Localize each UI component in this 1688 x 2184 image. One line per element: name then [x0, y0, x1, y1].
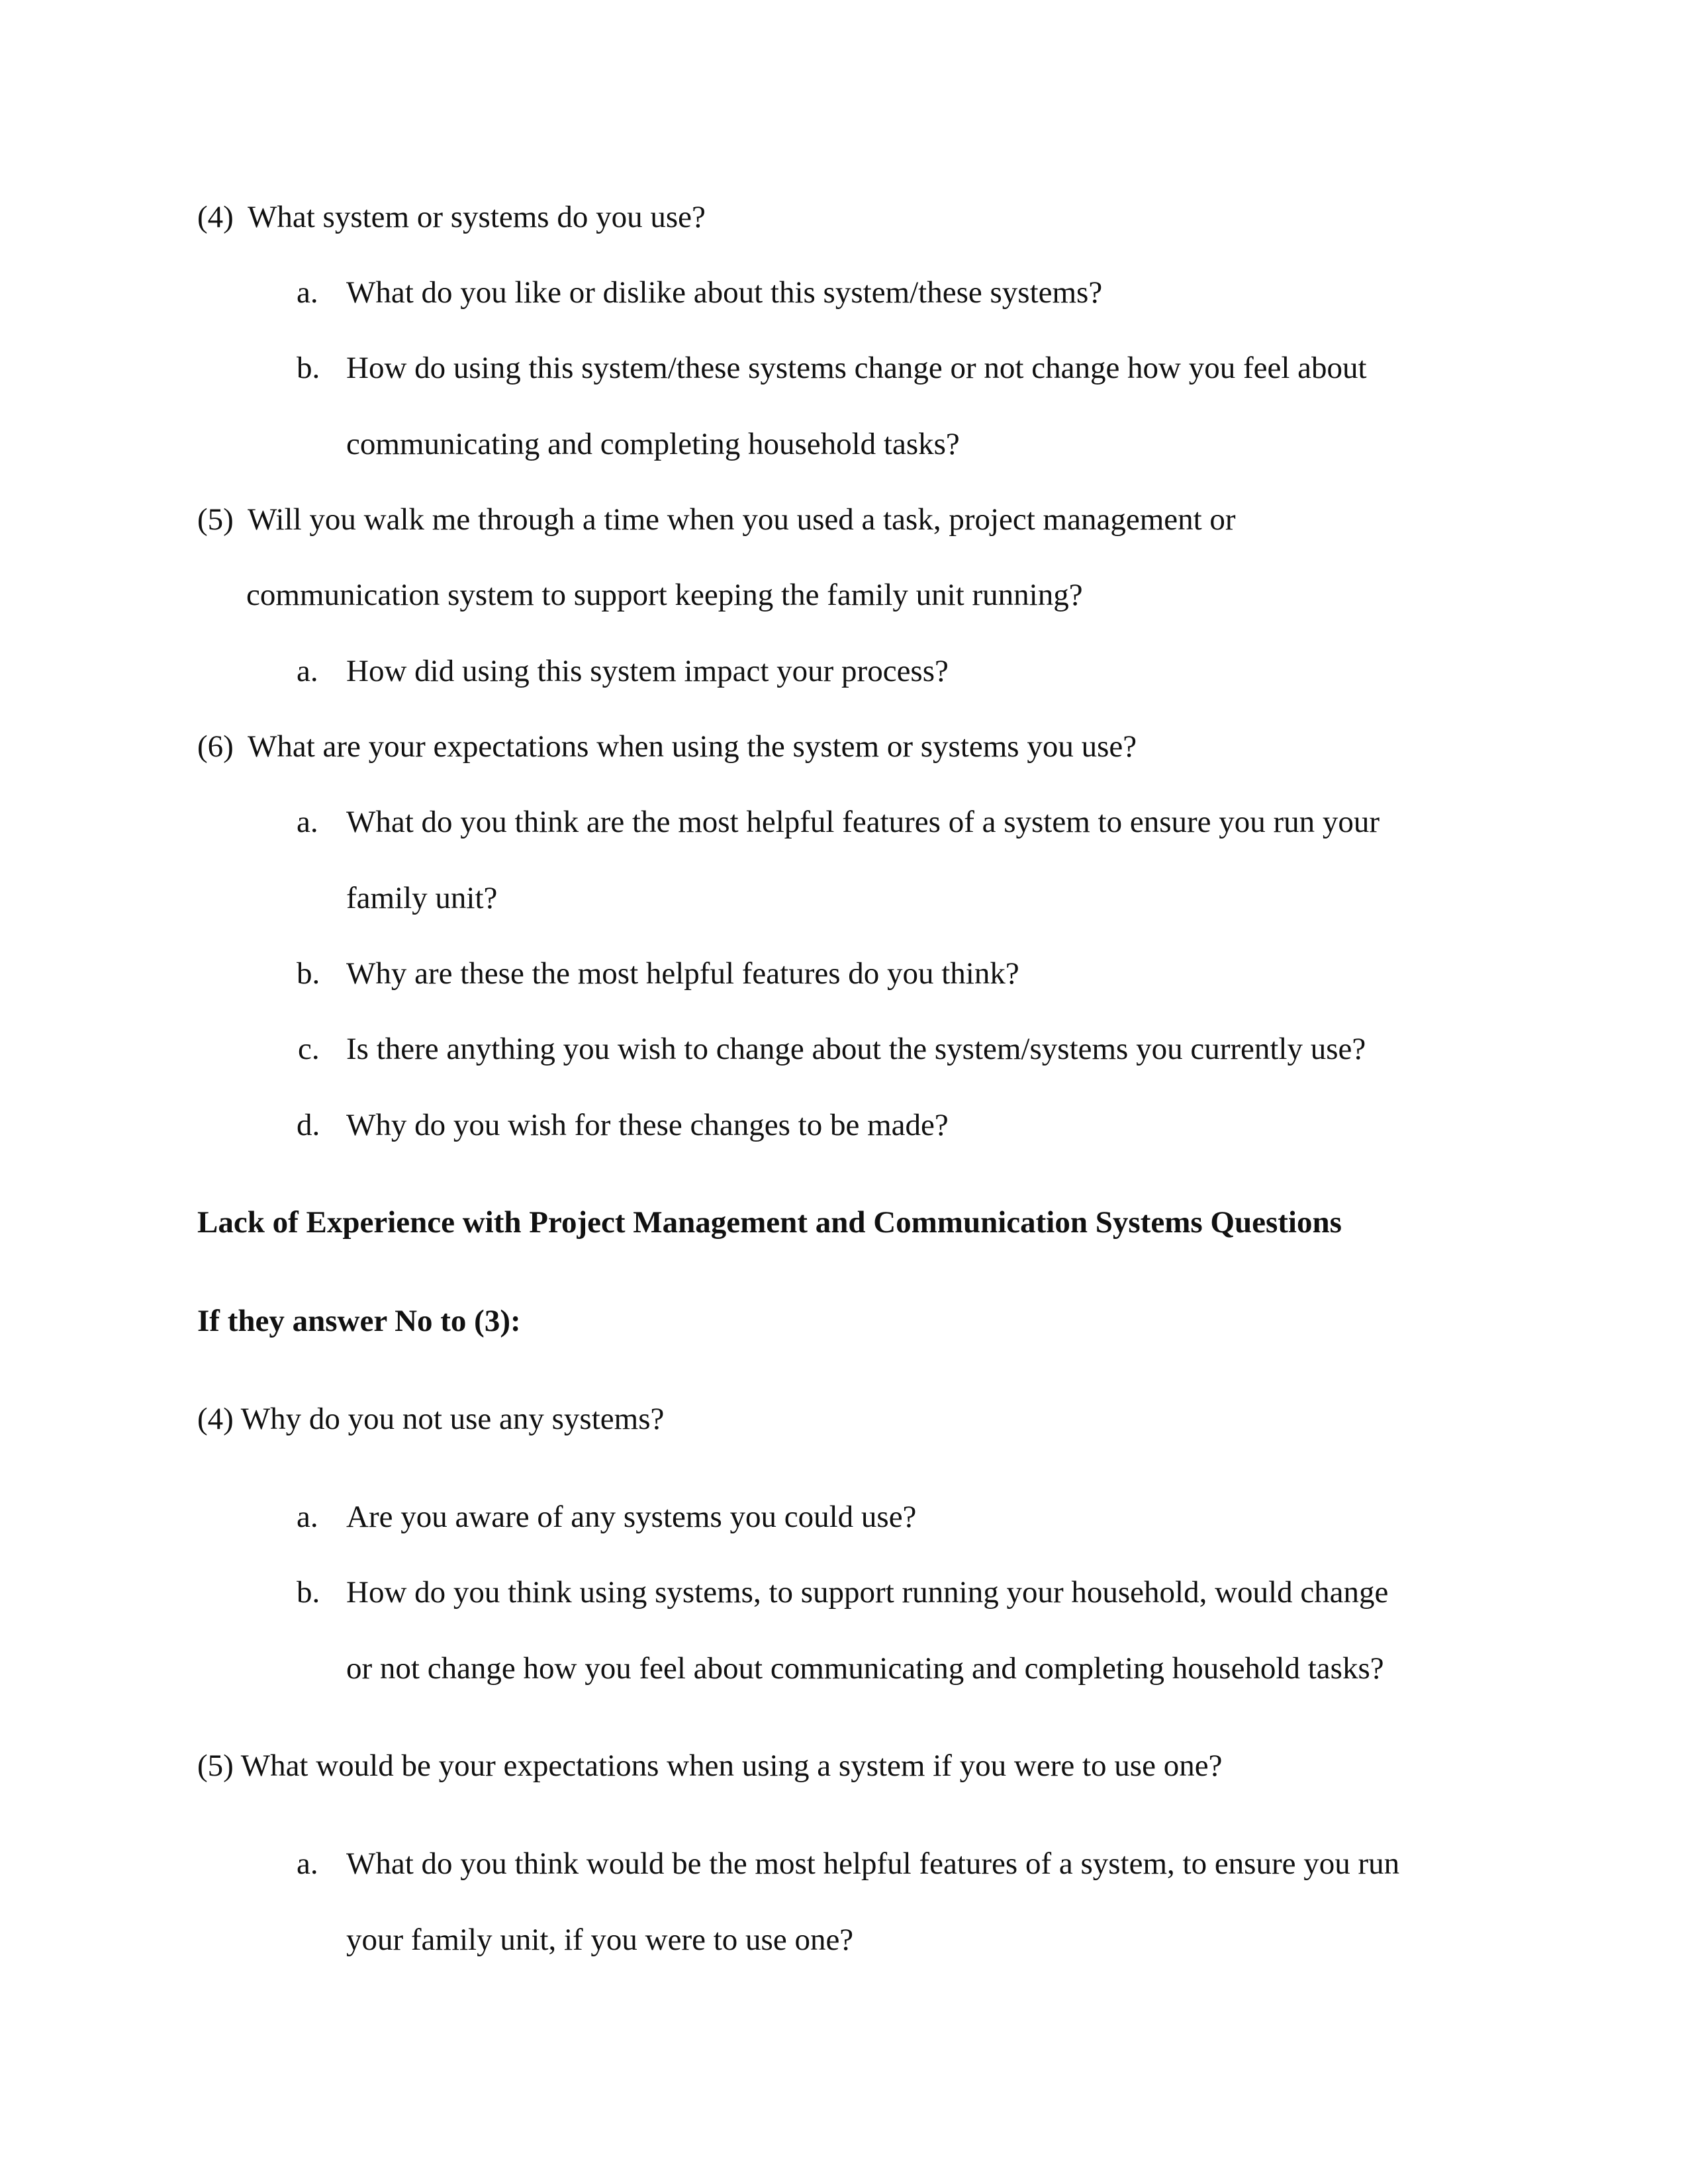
- sub-question-text: What do you like or dislike about this system/these systems?: [346, 275, 1103, 310]
- sub-question-text: family unit?: [346, 881, 498, 915]
- sub-question-text: How do using this system/these systems change or not change how you feel about: [346, 351, 1367, 385]
- section-heading-text: Lack of Experience with Project Management and Communication Systems Questions: [197, 1205, 1342, 1240]
- sub-question-text: your family unit, if you were to use one?: [346, 1923, 854, 1957]
- question-text: What are your expectations when using the system or systems you use?: [248, 729, 1137, 764]
- sub-question-text: communicating and completing household tasks?: [346, 427, 960, 461]
- sub-question-letter: b.: [297, 956, 320, 991]
- sub-question-text: What do you think are the most helpful features of a system to ensure you run your: [346, 805, 1380, 839]
- sub-question-letter: b.: [297, 1575, 320, 1610]
- sub-question-text: Are you aware of any systems you could use?: [346, 1500, 917, 1534]
- sub-question-text: or not change how you feel about communicating and completing household tasks?: [346, 1651, 1384, 1686]
- sub-question-letter: b.: [297, 351, 320, 385]
- question-text: Will you walk me through a time when you used a task, project management or: [248, 502, 1236, 537]
- question-text: (4) Why do you not use any systems?: [197, 1402, 665, 1436]
- sub-question-letter: a.: [297, 654, 318, 688]
- question-text: communication system to support keeping the family unit running?: [246, 578, 1083, 612]
- question-text: (5) What would be your expectations when using a system if you were to use one?: [197, 1749, 1223, 1783]
- sub-question-text: What do you think would be the most helpful features of a system, to ensure you run: [346, 1846, 1400, 1881]
- sub-question-letter: c.: [298, 1032, 320, 1066]
- question-text: What system or systems do you use?: [248, 200, 706, 234]
- sub-question-letter: a.: [297, 805, 318, 839]
- section-subheading-text: If they answer No to (3):: [197, 1304, 521, 1338]
- question-number: (4): [197, 200, 234, 234]
- question-number: (5): [197, 502, 234, 537]
- sub-question-text: Why do you wish for these changes to be made?: [346, 1108, 949, 1142]
- sub-question-letter: a.: [297, 1846, 318, 1881]
- question-number: (6): [197, 729, 234, 764]
- sub-question-letter: a.: [297, 275, 318, 310]
- sub-question-text: Why are these the most helpful features do you think?: [346, 956, 1019, 991]
- sub-question-letter: d.: [297, 1108, 320, 1142]
- sub-question-text: How do you think using systems, to support running your household, would change: [346, 1575, 1389, 1610]
- sub-question-text: Is there anything you wish to change about the system/systems you currently use?: [346, 1032, 1366, 1066]
- sub-question-text: How did using this system impact your process?: [346, 654, 949, 688]
- sub-question-letter: a.: [297, 1500, 318, 1534]
